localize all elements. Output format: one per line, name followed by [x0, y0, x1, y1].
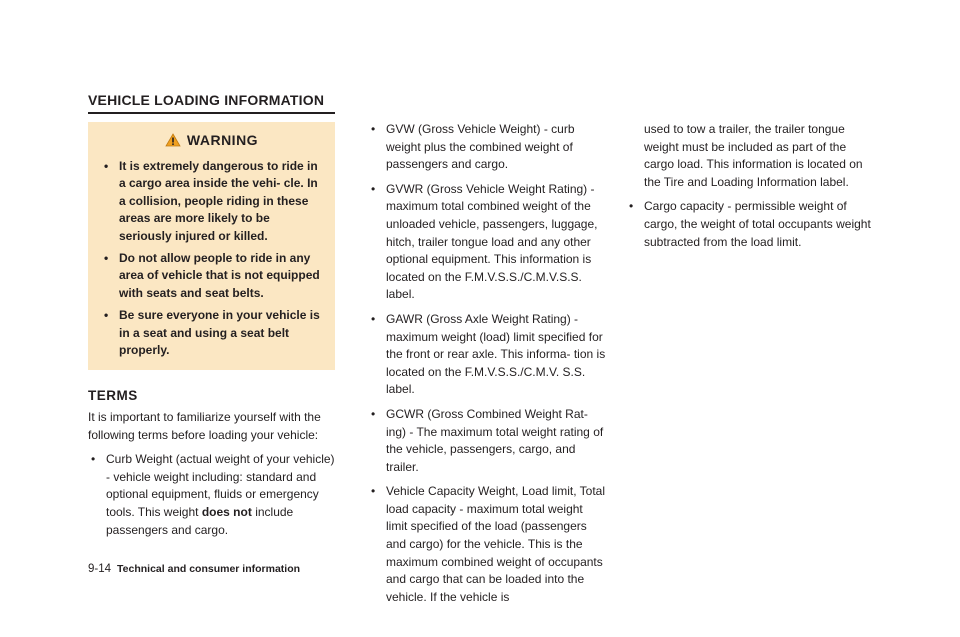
term-vehicle-capacity: • Vehicle Capacity Weight, Load limit, Total load capacity - maximum total weight limit specified of the load (passengers and cargo) for the vehicle. This is the maximum combined weight of occupants and cargo that can be loaded into the vehicle. If the vehicle is: [368, 483, 606, 606]
page-number: 9-14: [88, 563, 112, 575]
warning-box: [88, 122, 335, 370]
warning-heading-text: WARNING: [186, 132, 259, 148]
warning-triangle-icon: [165, 133, 181, 147]
section-title-rule: [88, 112, 335, 114]
chapter-title: Technical and consumer information: [117, 563, 301, 575]
warning-item: • Be sure everyone in your vehicle is in a seat and using a seat belt properly.: [104, 307, 321, 359]
term-gvwr: • GVWR (Gross Vehicle Weight Rating) - maximum total combined weight of the unloaded vehicle, passengers, luggage, hitch, trailer tongue load and any other optional equipment. This information is located on the F.M.V.S.S./C.M.V.S.S. label.: [368, 181, 606, 304]
curb-weight-emphasis: does not: [201, 504, 252, 519]
term-vehicle-capacity-continued: used to tow a trailer, the trailer tongue weight must be included as part of the cargo load. This information is located on the Tire and Loading Information label.: [644, 122, 863, 189]
column-3: [626, 121, 874, 258]
curb-weight-text: Curb Weight (actual weight of your vehicle) - vehicle weight including: standard and optional equipment, fluids or emergency tools. This weight: [106, 452, 335, 519]
section-title: VEHICLE LOADING INFORMATION: [88, 92, 325, 108]
column-1: [88, 409, 335, 546]
term-gcwr: • GCWR (Gross Combined Weight Rat- ing) - The maximum total weight rating of the vehicle, passengers, cargo, and trailer.: [368, 406, 606, 476]
warning-list: [88, 158, 335, 359]
curb-weight-tail: include passengers and cargo.: [106, 504, 294, 537]
term-gawr: • GAWR (Gross Axle Weight Rating) - maximum weight (load) limit specified for the front or rear axle. This informa- tion is located on the F.M.V.S.S./C.M.V. S.S. label.: [368, 311, 606, 399]
warning-item: • It is extremely dangerous to ride in a cargo area inside the vehi- cle. In a collision, people riding in these areas are more likely to be seriously injured or killed.: [104, 158, 321, 245]
warning-heading: [88, 132, 335, 148]
page-footer: [88, 563, 300, 575]
terms-intro: It is important to familiarize yourself with the following terms before loading your vehicle:: [88, 410, 321, 442]
term-cargo-capacity: • Cargo capacity - permissible weight of cargo, the weight of total occupants weight subtracted from the load limit.: [626, 198, 874, 251]
term-gvw: • GVW (Gross Vehicle Weight) - curb weight plus the combined weight of passengers and cargo.: [368, 121, 606, 174]
column-2: [368, 121, 606, 613]
term-curb-weight: [88, 451, 335, 539]
warning-item: • Do not allow people to ride in any area of vehicle that is not equipped with seats and seat belts.: [104, 250, 321, 302]
terms-title: TERMS: [88, 388, 138, 403]
